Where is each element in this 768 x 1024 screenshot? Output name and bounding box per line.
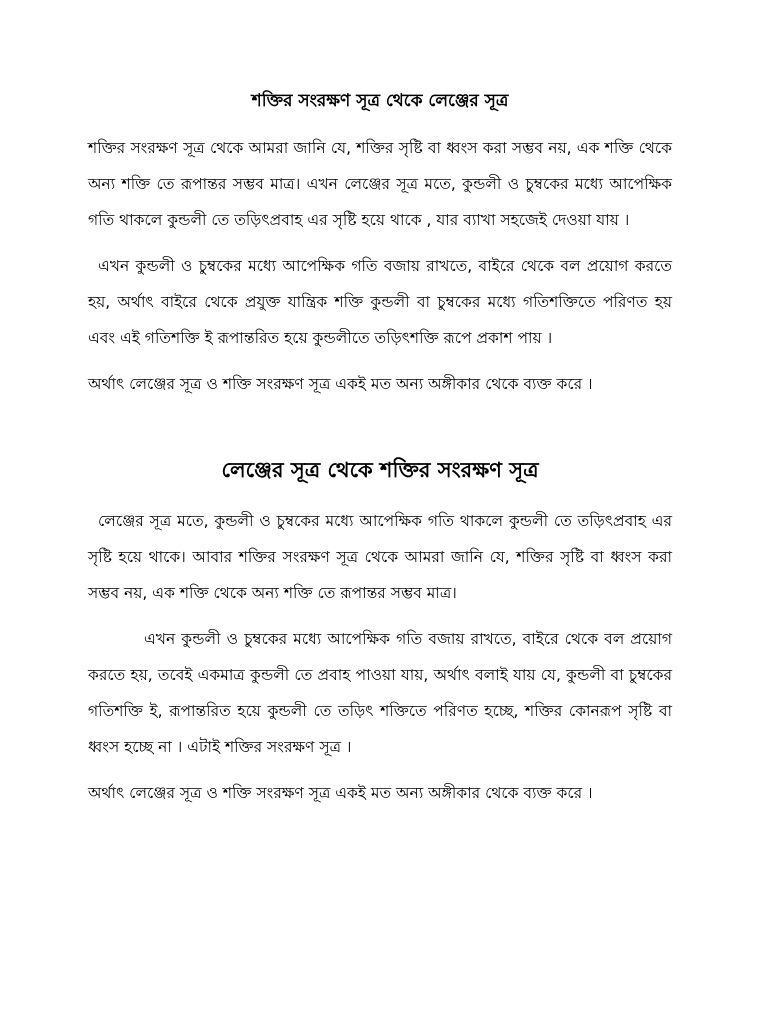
paragraph: এখন কুন্ডলী ও চুম্বকের মধ্যে আপেক্ষিক গতি বজায় রাখতে, বাইরে থেকে বল প্রয়োগ করতে হয়, তবেই একমাত্র কুন্ডলী তে প্রবাহ পাওয়া যায়, অর্থাৎ বলাই যায় যে, কুন্ডলী বা চুম্বকের গতিশক্তি ই, রূপান্তরিত হয়ে কুন্ডলী তে তড়িৎ শক্তিতে পরিণত হচ্ছে, শক্তির কোনরূপ সৃষ্টি বা ধ্বংস হচ্ছে না । এটাই শক্তির সংরক্ষণ সূত্র । — [88, 630, 672, 756]
section-conservation-to-lenz — [88, 88, 672, 402]
section-heading: লেঞ্জের সূত্র থেকে শক্তির সংরক্ষণ সূত্র — [221, 458, 539, 482]
paragraph: অর্থাৎ লেঞ্জের সূত্র ও শক্তি সংরক্ষণ সূত্র একই মত অন্য অঙ্গীকার থেকে ব্যক্ত করে । — [88, 375, 593, 393]
paragraph: লেঞ্জের সূত্র মতে, কুন্ডলী ও চুম্বকের মধ্যে আপেক্ষিক গতি থাকলে কুন্ডলী তে তড়িৎপ্রবাহ এর সৃষ্টি হয়ে থাকে। আবার শক্তির সংরক্ষণ সূত্র থেকে আমরা জানি যে, শক্তির সৃষ্টি বা ধ্বংস করা সম্ভব নয়, এক শক্তি থেকে অন্য শক্তি তে রূপান্তর সম্ভব মাত্র। — [88, 512, 672, 602]
section-heading: শক্তির সংরক্ষণ সূত্র থেকে লেঞ্জের সূত্র — [251, 91, 509, 111]
paragraph: অর্থাৎ লেঞ্জের সূত্র ও শক্তি সংরক্ষণ সূত্র একই মত অন্য অঙ্গীকার থেকে ব্যক্ত করে । — [88, 784, 593, 802]
paragraph: শক্তির সংরক্ষণ সূত্র থেকে আমরা জানি যে, শক্তির সৃষ্টি বা ধ্বংস করা সম্ভব নয়, এক শক্তি থেকে অন্য শক্তি তে রূপান্তর সম্ভব মাত্র। এখন লেঞ্জের সূত্র মতে, কুন্ডলী ও চুম্বকের মধ্যে আপেক্ষিক গতি থাকলে কুন্ডলী তে তড়িৎপ্রবাহ এর সৃষ্টি হয়ে থাকে , যার ব্যাখা সহজেই দেওয়া যায় । — [88, 139, 672, 229]
paragraph: এখন কুন্ডলী ও চুম্বকের মধ্যে আপেক্ষিক গতি বজায় রাখতে, বাইরে থেকে বল প্রয়োগ করতে হয়, অর্থাৎ বাইরে থেকে প্রযুক্ত যান্ত্রিক শক্তি কুন্ডলী বা চুম্বকের মধ্যে গতিশক্তিতে পরিণত হয় এবং এই গতিশক্তি ই রূপান্তরিত হয়ে কুন্ডলীতে তড়িৎশক্তি রূপে প্রকাশ পায় । — [88, 257, 672, 347]
section-lenz-to-conservation — [88, 454, 672, 811]
